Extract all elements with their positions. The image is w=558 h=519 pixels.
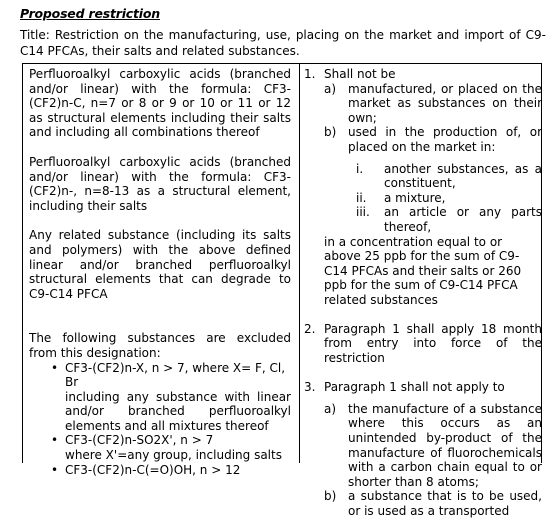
concentration-limit: in a concentration equal to or above 25 ppb for the sum of C9-C14 PFCAs and their salts or 260 ppb for the sum of C9-C14 PFCA related substances	[324, 234, 522, 307]
sub-text: used in the production of, or placed on the market in:	[348, 125, 542, 154]
exclusion-item: • CF3-(CF2)n-C(=O)OH, n > 12	[65, 463, 291, 478]
restriction-table	[22, 63, 542, 519]
conditions-column	[304, 67, 542, 519]
roman-marker: i.	[356, 161, 364, 176]
sub-text: manufactured, or placed on the market as substances on their own;	[348, 81, 542, 125]
sub-text: the manufacture of a substance where this occurs as an unintended by-product of the manufacture of fluorochemicals with a carbon chain equal to or shorter than 8 atoms;	[348, 401, 542, 489]
roman-text: an article or any parts thereof,	[384, 205, 542, 234]
exclusion-item: • CF3-(CF2)n-X, n > 7, where X= F, Cl, Br	[65, 361, 291, 390]
condition-3b	[304, 489, 542, 518]
condition-1	[304, 67, 542, 82]
sub-marker: a)	[324, 401, 337, 416]
condition-1b-i	[304, 162, 542, 191]
condition-text: Shall not be	[324, 67, 396, 81]
substance-column	[29, 67, 291, 477]
condition-1b-ii	[304, 191, 542, 206]
sub-text: a substance that is to be used, or is used as a transported	[348, 489, 542, 519]
exclusion-list	[29, 361, 291, 390]
column-divider	[299, 64, 300, 463]
condition-number: 2.	[304, 321, 316, 336]
related-substance-definition: Any related substance (including its salts and polymers) with the above defined linear and/or branched perfluoroalkyl structural elements that can degrade to C9-C14 PFCA	[29, 228, 291, 301]
condition-text: Paragraph 1 shall apply 18 month from entry into force of the restriction	[324, 321, 542, 365]
condition-number: 1.	[304, 67, 316, 81]
condition-3	[304, 380, 542, 395]
sub-marker: a)	[324, 81, 337, 96]
exclusion-item-note: where X'=any group, including salts	[65, 448, 282, 463]
condition-1b	[304, 125, 542, 154]
condition-1a	[304, 82, 542, 126]
restriction-title: Title: Restriction on the manufacturing, use, placing on the market and import of C9-C14 PFCAs, their salts and related substances.	[20, 28, 546, 58]
substance-definition-1: Perfluoroalkyl carboxylic acids (branched and/or linear) with the formula: CF3-(CF2)n-C, n=7 or 8 or 9 or 10 or 11 or 12 as structural elements including their salts and including all combinations thereof	[29, 67, 291, 140]
exclusion-list-cont-2	[29, 463, 291, 478]
condition-3a	[304, 402, 542, 490]
exclusion-item: • CF3-(CF2)n-SO2X', n > 7	[65, 433, 291, 448]
sub-marker: b)	[324, 125, 337, 140]
roman-text: a mixture,	[384, 190, 446, 205]
condition-number: 3.	[304, 380, 316, 395]
roman-marker: iii.	[356, 205, 370, 220]
exclusion-intro: The following substances are excluded from this designation:	[29, 331, 291, 360]
substance-definition-2: Perfluoroalkyl carboxylic acids (branched and/or linear) with the formula: CF3-(CF2)n-, n=8-13 as a structural element, including their salts	[29, 154, 291, 213]
section-heading: Proposed restriction	[20, 6, 160, 21]
exclusion-item-note: including any substance with linear and/or branched perfluoroalkyl elements and all mixtures thereof	[65, 389, 291, 433]
condition-1b-iii	[304, 205, 542, 234]
sub-marker: b)	[324, 489, 337, 504]
exclusion-list-cont	[29, 433, 291, 448]
condition-2	[304, 322, 542, 366]
roman-text: another substances, as a constituent,	[384, 161, 542, 191]
roman-marker: ii.	[356, 190, 367, 205]
condition-text: Paragraph 1 shall not apply to	[324, 380, 505, 395]
